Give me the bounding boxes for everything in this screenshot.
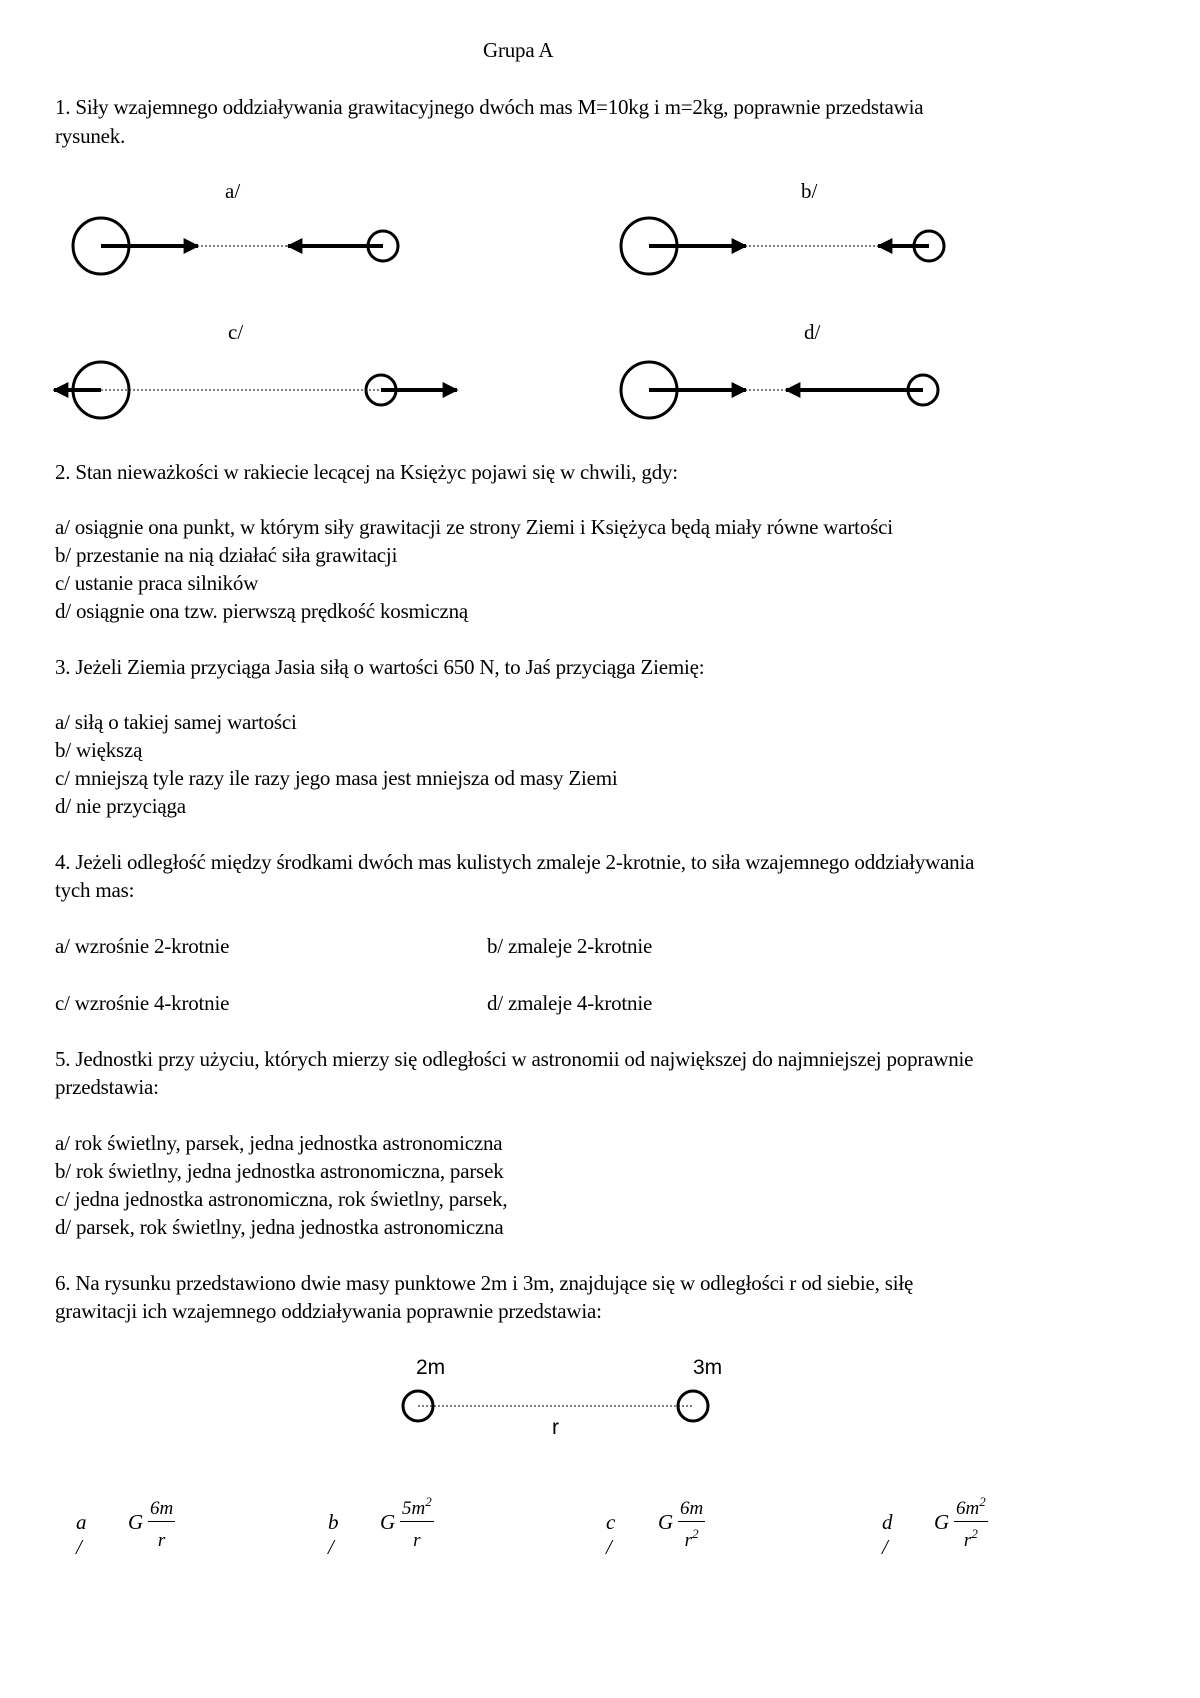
q1-diagram-b xyxy=(621,218,944,274)
q2-option-a: a/ osiągnie ona punkt, w którym siły grawitacji ze strony Ziemi i Księżyca będą miały równe wartości xyxy=(55,515,893,539)
q6-answer-c-g: G xyxy=(658,1510,674,1534)
q4-option-d: d/ zmaleje 4-krotnie xyxy=(487,991,653,1015)
q5-option-d: d/ parsek, rok świetlny, jedna jednostka astronomiczna xyxy=(55,1215,504,1239)
q1-diagram-d xyxy=(621,362,938,418)
q5-option-c: c/ jedna jednostka astronomiczna, rok świetlny, parsek, xyxy=(55,1187,508,1211)
q6-answer-b-label: b / xyxy=(328,1510,345,1559)
q6-answer-b-g: G xyxy=(380,1510,396,1534)
q6-mass2-label: 3m xyxy=(693,1356,723,1379)
q1-label-a: a/ xyxy=(225,179,241,203)
q6-answer-b-num: 5m xyxy=(402,1498,426,1519)
q4-option-c: c/ wzrośnie 4-krotnie xyxy=(55,991,230,1015)
q6-distance-label: r xyxy=(552,1416,559,1439)
q6-diagram xyxy=(380,1385,730,1435)
q2-option-c: c/ ustanie praca silników xyxy=(55,571,259,595)
q1-text-line1: 1. Siły wzajemnego oddziaływania grawitacyjnego dwóch mas M=10kg i m=2kg, poprawnie przedstawia xyxy=(55,95,924,119)
q6-answer-a-g: G xyxy=(128,1510,144,1534)
q2-option-b: b/ przestanie na nią działać siła grawitacji xyxy=(55,543,398,567)
q6-answer-d-den: r xyxy=(963,1530,972,1551)
q5-option-b: b/ rok świetlny, jedna jednostka astronomiczna, parsek xyxy=(55,1159,504,1183)
q6-mass1-label: 2m xyxy=(416,1356,446,1379)
q6-answer-d-label: d / xyxy=(882,1510,899,1559)
q2-option-d: d/ osiągnie ona tzw. pierwszą prędkość kosmiczną xyxy=(55,599,468,623)
q6-answer-a-label: a / xyxy=(76,1510,93,1559)
q6-answer-c-num: 6m xyxy=(680,1498,704,1519)
q6-answer-d-g: G xyxy=(934,1510,950,1534)
q6-answer-a-num: 6m xyxy=(150,1498,174,1519)
q5-text-line1: 5. Jednostki przy użyciu, których mierzy się odległości w astronomii od największej do najmniejszej poprawnie xyxy=(55,1047,974,1071)
q5-option-a: a/ rok świetlny, parsek, jedna jednostka astronomiczna xyxy=(55,1131,503,1155)
q1-text-line2: rysunek. xyxy=(55,124,126,148)
q4-option-a: a/ wzrośnie 2-krotnie xyxy=(55,934,230,958)
q6-answer-d-num: 6m xyxy=(956,1498,980,1519)
q1-label-b: b/ xyxy=(801,179,818,203)
q6-answer-c-label: c / xyxy=(606,1510,622,1559)
q3-question: 3. Jeżeli Ziemia przyciąga Jasia siłą o wartości 650 N, to Jaś przyciąga Ziemię: xyxy=(55,655,705,679)
q4-text-line1: 4. Jeżeli odległość między środkami dwóch mas kulistych zmaleje 2-krotnie, to siła wzajemnego oddziaływania xyxy=(55,850,975,874)
q4-text-line2: tych mas: xyxy=(55,878,135,902)
q1-diagram-c xyxy=(54,362,457,418)
q3-option-d: d/ nie przyciąga xyxy=(55,794,186,818)
q1-diagram-a xyxy=(73,218,398,274)
q6-answer-c-den: r xyxy=(684,1530,693,1551)
q5-text-line2: przedstawia: xyxy=(55,1075,159,1099)
page-title: Grupa A xyxy=(483,38,554,62)
q6-answer-a-den: r xyxy=(157,1530,166,1551)
q1-label-d: d/ xyxy=(804,320,821,344)
q3-option-c: c/ mniejszą tyle razy ile razy jego masa jest mniejsza od masy Ziemi xyxy=(55,766,618,790)
q3-option-b: b/ większą xyxy=(55,738,143,762)
q1-diagrams xyxy=(0,200,1200,440)
q3-option-a: a/ siłą o takiej samej wartości xyxy=(55,710,297,734)
q6-text-line2: grawitacji ich wzajemnego oddziaływania poprawnie przedstawia: xyxy=(55,1299,602,1323)
q2-question: 2. Stan nieważkości w rakiecie lecącej na Księżyc pojawi się w chwili, gdy: xyxy=(55,460,678,484)
q6-text-line1: 6. Na rysunku przedstawiono dwie masy punktowe 2m i 3m, znajdujące się w odległości r od siebie, siłę xyxy=(55,1271,914,1295)
q4-option-b: b/ zmaleje 2-krotnie xyxy=(487,934,653,958)
q6-answer-b-den: r xyxy=(413,1530,421,1551)
q1-label-c: c/ xyxy=(228,320,244,344)
